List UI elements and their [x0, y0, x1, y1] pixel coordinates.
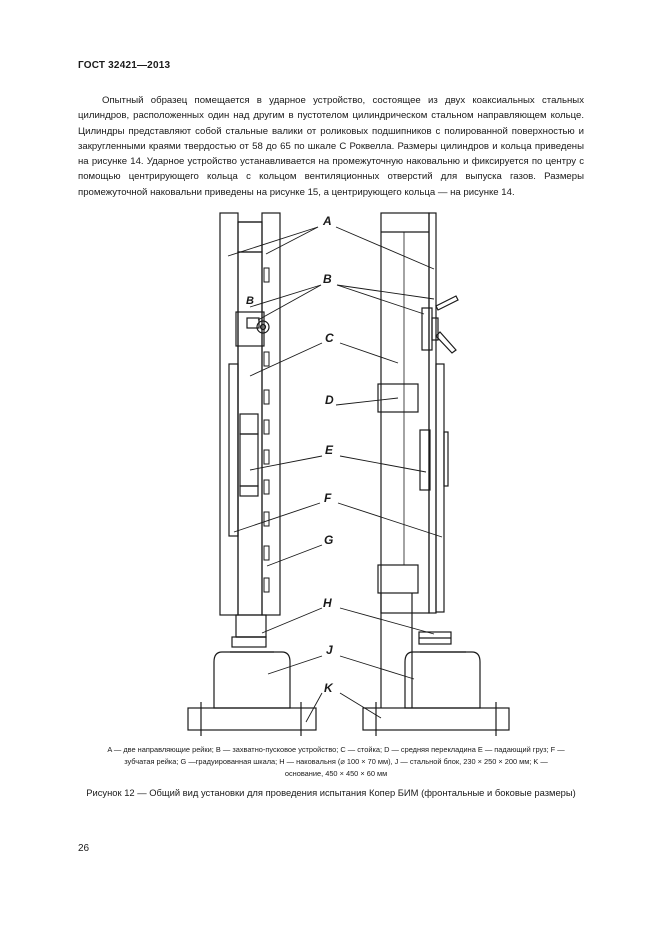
label-k: K — [324, 681, 333, 695]
label-h: H — [323, 596, 332, 610]
figure-caption: Рисунок 12 — Общий вид установки для проведения испытания Копер БИМ (фронтальные и боковые размеры) — [86, 787, 576, 798]
label-f: F — [324, 491, 332, 505]
side-release-lever-bottom — [436, 332, 456, 353]
side-stand — [381, 213, 429, 613]
front-base-plate — [188, 708, 316, 730]
label-g: G — [324, 533, 334, 547]
side-view — [363, 213, 509, 736]
label-e: E — [325, 443, 334, 457]
figure-labels — [246, 214, 334, 695]
label-b-small: B — [246, 295, 254, 307]
document-header: ГОСТ 32421—2013 — [78, 60, 171, 71]
figure-legend: A — две направляющие рейки; B — захватно-пусковое устройство; C — стойка; D — средняя перекладина E — падающий груз; F — зубчатая рейка; G —градуированная шкала; H — наковальня (⌀ 100 × 70 мм), J — стальной блок, 230 × 250 × 200 мм; K — основание, 450 × 450 × 60 мм — [107, 745, 565, 778]
top-rail-crosspiece — [238, 222, 262, 252]
label-b: B — [323, 272, 332, 286]
front-steel-block — [214, 652, 290, 708]
release-device — [236, 312, 264, 346]
right-guide-rail — [262, 213, 280, 615]
page-number: 26 — [78, 843, 90, 854]
paragraph-text: Опытный образец помещается в ударное устройство, состоящее из двух коаксиальных стальных цилиндров, расположенных один над другим в пустотелом цилиндрическом стальном направляющем кольце. Цилиндры представляют собой стальные валики от роликовых подшипников с полированной поверхностью и закругленными краями твердостью от 58 до 65 по шкале С Роквелла. Размеры цилиндров и кольца приведены на рисунке 14. Ударное устройство устанавливается на промежуточную наковальню и фиксируется по центру с помощью центрирующего кольца с кольцом вентиляционных отверстий для выпуска газов. Размеры промежуточной наковальни приведены на рисунке 15, а центрирующего кольца — на рисунке 14. — [78, 95, 584, 198]
weight-top-block — [240, 414, 258, 434]
label-a: A — [323, 214, 332, 228]
side-rack-plate — [436, 364, 444, 612]
side-guide-rail — [429, 213, 436, 613]
front-anvil-post — [236, 615, 266, 637]
toothed-rack — [229, 364, 238, 536]
falling-weight — [240, 434, 258, 486]
leader-lines — [228, 227, 442, 722]
label-j: J — [326, 643, 333, 657]
front-view — [188, 213, 316, 736]
side-base-plate — [363, 708, 509, 730]
side-steel-block — [405, 652, 480, 708]
label-d: D — [325, 393, 334, 407]
lower-crossbar — [378, 565, 418, 593]
front-anvil — [232, 637, 266, 647]
side-release-lever-top — [436, 296, 458, 310]
label-c: C — [325, 331, 334, 345]
